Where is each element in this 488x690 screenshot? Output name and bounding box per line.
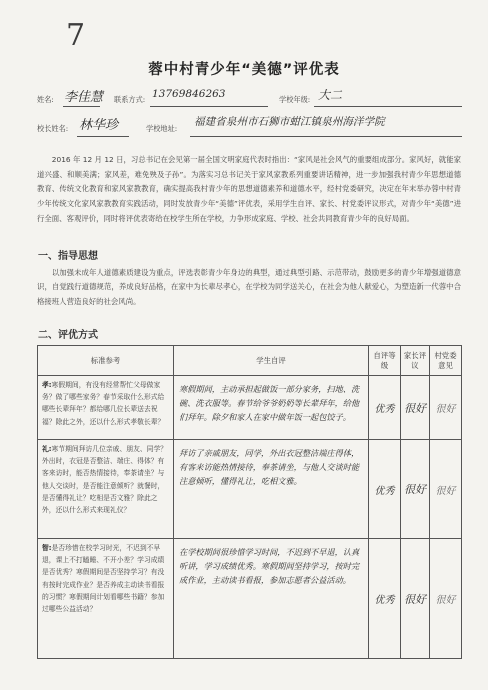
address-value: 福建省泉州市石狮市蚶江镇泉州海洋学院 <box>194 116 385 128</box>
evaluation-table <box>37 345 462 659</box>
grade-underline <box>314 106 462 107</box>
table-row <box>38 376 462 440</box>
table-row <box>38 539 462 659</box>
criteria-key: 智: <box>42 544 52 552</box>
criteria-key: 礼: <box>42 445 52 453</box>
guiding-ideology-text: 以加强未成年人道德素质建设为重点，评选表彰青少年身边的典型，通过典型引路、示范带动，鼓励更多的青少年增强道德意识，自觉践行道德规范，养成良好品格，在家中为长辈尽孝心，在学校为同学送关心，在社会为他人献爱心，为塑造新一代蓉中合格接班人营造良好的社会风尚。 <box>37 268 461 306</box>
header-parent-review: 家长评议 <box>401 346 430 376</box>
principal-underline <box>77 136 129 137</box>
contact-label: 联系方式: <box>114 95 146 104</box>
self-assessment-text: 寒假期间，主动承担起做饭一部分家务，扫地、洗碗、洗衣服等。春节给爷爷奶奶等长辈拜年，给他们拜年。除夕和家人在家中做年饭一起包饺子。 <box>174 376 369 440</box>
principal-label: 校长姓名: <box>37 124 69 133</box>
criteria-text: 寒假期间，有没有经常帮忙父母做家务？做了哪些家务？春节采取什么形式给哪些长辈拜年？都给哪几位长辈送去祝福？除此之外，还以什么形式孝敬长辈？ <box>42 381 165 426</box>
header-criteria: 标准参考 <box>38 346 174 376</box>
page-number: 7 <box>66 18 86 53</box>
contact-value: 13769846263 <box>152 88 226 100</box>
header-committee-opinion: 村党委意见 <box>430 346 462 376</box>
address-label: 学校地址: <box>146 124 178 133</box>
page-title: 蓉中村青少年“美德”评优表 <box>148 62 340 78</box>
table-row <box>38 440 462 539</box>
criteria-wisdom <box>38 539 174 659</box>
self-grade: 优秀 <box>369 376 401 440</box>
name-value: 李佳慧 <box>64 90 104 105</box>
header-self-grade: 自评等级 <box>369 346 401 376</box>
section-guiding-ideology-title: 一、指导思想 <box>38 251 98 262</box>
criteria-text: 是否珍惜在校学习时光，不迟到不早退，课上不打瞌睡、不开小差？学习成绩是否优秀？寒假期间是否坚持学习？有没有按时完成作业？是否养成主动读书看报的习惯？寒假期间计划看哪些书籍？参加过哪些公益活动？ <box>42 544 165 614</box>
self-assessment-text: 在学校期间很珍惜学习时间，不迟到不早退，认真听讲，学习成绩优秀。寒假期间坚持学习，按时完成作业，主动读书看报，参加志愿者公益活动。 <box>174 539 369 659</box>
section-evaluation-title: 二、评优方式 <box>38 330 98 341</box>
principal-value: 林华珍 <box>79 118 119 133</box>
parent-review: 很好 <box>401 440 430 539</box>
header-self-assessment: 学生自评 <box>174 346 369 376</box>
criteria-key: 孝: <box>42 381 52 389</box>
parent-review: 很好 <box>401 539 430 659</box>
self-grade: 优秀 <box>369 440 401 539</box>
self-assessment-text: 拜访了亲戚朋友，同学，外出衣冠整洁端庄得体，有客来访能热情接待，奉茶请坐，与他人交谈时能注意倾听，懂得礼让，吃相文雅。 <box>174 440 369 539</box>
self-grade: 优秀 <box>369 539 401 659</box>
address-underline <box>190 136 462 137</box>
criteria-courtesy <box>38 440 174 539</box>
grade-value: 大二 <box>318 88 343 102</box>
intro-paragraph: 2016 年 12 月 12 日，习总书记在会见第一届全国文明家庭代表时指出：“家风是社会风气的重要组成部分。家风好，就能家道兴盛、和顺美满；家风差，难免殃及子孙”。为落实习总书记关于家风家教系列重要讲话精神，进一步加强我村青少年思想道德教育、传统文化教育和家风家教教育，确实提高我村青少年的思想道德素养和道德水平，经村党委研究，决定在年末举办蓉中村青少年传统文化家风家教教育实践活动，同时发放青少年“美德”评优表，采用学生自评、家长、村党委评议形式，对青少年“美德”进行全面、客观评价，同时将评优表寄给在校学生所在学校，力争形成家庭、学校、社会共同教育青少年的良好局面。 <box>37 155 461 223</box>
committee-opinion: 很好 <box>430 376 462 440</box>
criteria-text: 寒节期间拜访几位亲戚、朋友、同学？外出时，衣冠是否整洁、端庄、得体？有客来访时，能否热情接待，奉茶请坐？与他人交谈时，是否能注意倾听？就餐时，是否懂得礼让？吃相是否文雅？除此之外，还以什么形式来现礼仪？ <box>42 445 168 515</box>
committee-opinion: 很好 <box>430 440 462 539</box>
criteria-filial <box>38 376 174 440</box>
name-label: 姓名: <box>37 95 54 104</box>
name-underline <box>63 106 100 107</box>
committee-opinion: 很好 <box>430 539 462 659</box>
table-header-row <box>38 346 462 376</box>
parent-review: 很好 <box>401 376 430 440</box>
grade-label: 学校年级: <box>279 95 311 104</box>
contact-underline <box>150 106 268 107</box>
